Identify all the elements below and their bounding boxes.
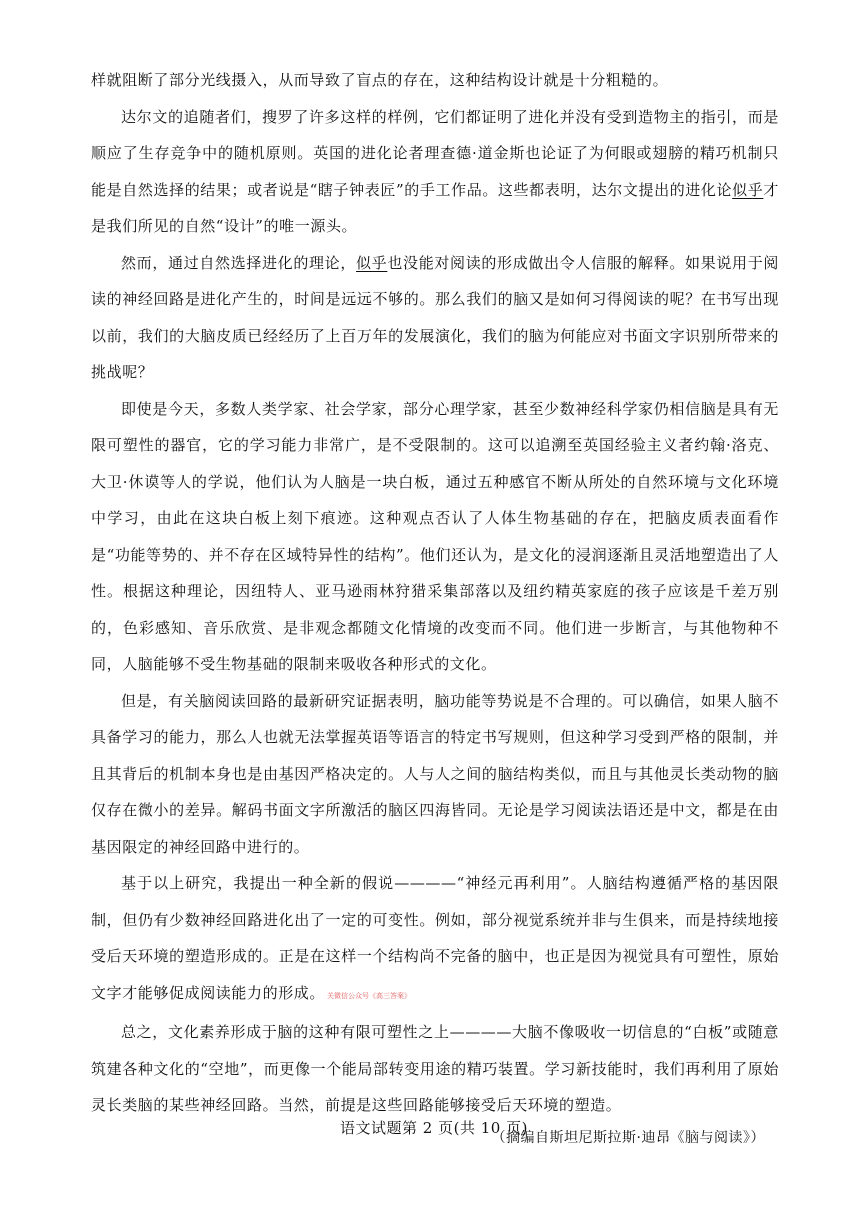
paragraph-hypothesis [91, 865, 779, 1014]
paragraph-darwin-followers [91, 99, 779, 245]
paragraph-continuation: 样就阻断了部分光线摄入，从而导致了盲点的存在，这种结构设计就是十分粗糙的。 [91, 71, 669, 89]
underlined-word: 似乎 [356, 253, 388, 272]
paragraph-text: 达尔文的追随者们，搜罗了许多这样的样例，它们都证明了进化并没有受到造物主的指引，而是顺应了生存竞争中的随机原则。英国的进化论者理查德·道金斯也论证了为何眼或翅膀的精巧机制只能是自然选择的结果；或者说是“瞎子钟表匠”的手工作品。这些都表明，达尔文提出的进化论 [91, 107, 779, 199]
reading-passage [91, 62, 779, 1152]
watermark-text: 关微信公众号《高三答案》 [327, 991, 412, 1000]
paragraph-text: 才是我们所见的自然“设计”的唯一源头。 [91, 180, 779, 235]
paragraph-research-evidence: 但是，有关脑阅读回路的最新研究证据表明，脑功能等势说是不合理的。可以确信，如果人脑不具备学习的能力，那么人也就无法掌握英语等语言的特定书写规则，但这种学习受到严格的限制，并且其背后的机制本身也是由基因严格决定的。人与人之间的脑结构类似，而且与其他灵长类动物的脑仅存在微小的差异。解码书面文字所激活的脑区四海皆同。无论是学习阅读法语还是中文，都是在由基因限定的神经回路中进行的。 [91, 691, 779, 856]
paragraph-conclusion: 总之，文化素养形成于脑的这种有限可塑性之上————大脑不像吸收一切信息的“白板”或随意筑建各种文化的“空地”，而更像一个能局部转变用途的精巧装置。学习新技能时，我们再利用了原始灵长类脑的某些神经回路。当然，前提是这些回路能够接受后天环境的塑造。 [91, 1023, 779, 1114]
paragraph-text: 然而，通过自然选择进化的理论， [121, 253, 357, 272]
underlined-word: 似乎 [732, 180, 764, 199]
paragraph-blank-slate: 即使是今天，多数人类学家、社会学家，部分心理学家，甚至少数神经科学家仍相信脑是具有无限可塑性的器官，它的学习能力非常广，是不受限制的。这可以追溯至英国经验主义者约翰·洛克、大卫·休谟等人的学说，他们认为人脑是一块白板，通过五种感官不断从所处的自然环境与文化环境中学习，由此在这块白板上刻下痕迹。这种观点否认了人体生物基础的存在，把脑皮质表面看作是“功能等势的、并不存在区域特异性的结构”。他们还认为，是文化的浸润逐渐且灵活地塑造出了人性。根据这种理论，因纽特人、亚马逊雨林狩猎采集部落以及纽约精英家庭的孩子应该是千差万别的，色彩感知、音乐欣赏、是非观念都随文化情境的改变而不同。他们进一步断言，与其他物种不同，人脑能够不受生物基础的限制来吸收各种形式的文化。 [91, 399, 779, 673]
paragraph-text: 也没能对阅读的形成做出令人信服的解释。如果说用于阅读的神经回路是进化产生的，时间是远远不够的。那么我们的脑又是如何习得阅读的呢？在书写出现以前，我们的大脑皮质已经经历了上百万年的发展演化，我们的脑为何能应对书面文字识别所带来的挑战呢？ [91, 253, 779, 381]
paragraph-text: 基于以上研究，我提出一种全新的假说————“神经元再利用”。人脑结构遵循严格的基因限制，但仍有少数神经回路进化出了一定的可变性。例如，部分视觉系统并非与生俱来，而是持续地接受后天环境的塑造形成的。正是在这样一个结构尚不完备的脑中，也正是因为视觉具有可塑性，原始文字才能够促成阅读能力的形成。 [91, 874, 779, 1002]
paragraph-however [91, 245, 779, 391]
source-citation: （摘编自斯坦尼斯拉斯·迪昂《脑与阅读》） [491, 1129, 765, 1146]
page-footer: 语文试题第 2 页(共 10 页) [340, 1119, 528, 1137]
